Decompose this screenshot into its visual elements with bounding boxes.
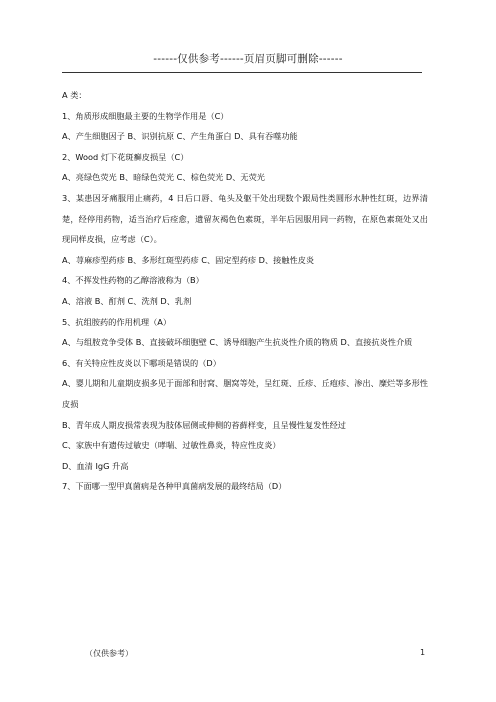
- option-6d: D、血清 IgG 升高: [62, 460, 129, 471]
- question-1: 1、角质形成细胞最主要的生物学作用是（C）: [62, 110, 229, 121]
- options-3: A、荨麻疹型药疹 B、多形红斑型药疹 C、固定型药疹 D、接触性皮炎: [62, 254, 315, 265]
- question-3: 3、某患因牙痛服用止痛药，4 日后口唇、龟头及躯干处出现数个跟局性类圆形水肿性红斑，边界清楚，经停用药物，适当治疗后痊愈，遗留灰褐色色素斑，半年后因服用同一药物，在原色素斑处又出现同样皮损，应考虑（C）。: [62, 192, 428, 245]
- options-4: A、溶液 B、酊剂 C、洗剂 D、乳剂: [62, 295, 192, 306]
- options-2: A、亮绿色荧光 B、暗绿色荧光 C、棕色荧光 D、无荧光: [62, 172, 265, 183]
- option-6b: B、青年成人期皮损常表现为肢体屈侧或伸侧的苔藓样变，且呈慢性复发性经过: [62, 419, 346, 430]
- section-title: A 类：: [62, 90, 87, 100]
- page-number: 1: [420, 648, 426, 657]
- options-1: A、产生细胞因子 B、识别抗原 C、产生角蛋白 D、具有吞噬功能: [62, 131, 298, 142]
- document-body: [62, 85, 428, 497]
- question-2: 2、Wood 灯下花斑癣皮损呈（C）: [62, 151, 189, 162]
- question-4: 4、不挥发性药物的乙醇溶液称为（B）: [62, 275, 204, 286]
- question-5: 5、抗组胺药的作用机理（A）: [62, 316, 172, 327]
- question-7: 7、下面哪一型甲真菌病是各种甲真菌病发展的最终结局（D）: [62, 481, 287, 492]
- option-6a: A、婴儿期和儿童期皮损多见于面部和肘窝、腘窝等处，呈红斑、丘疹、丘疱疹、渗出、糜烂等多形性皮损: [62, 378, 428, 409]
- question-6: 6、有关特应性皮炎以下哪项是错误的（D）: [62, 357, 221, 368]
- header-rule: [62, 72, 422, 73]
- options-5: A、与组胺竞争受体 B、直接破坏细胞壁 C、诱导细胞产生抗炎性介质的物质 D、直接抗炎性介质: [62, 337, 413, 348]
- option-6c: C、家族中有遗传过敏史（哮喘、过敏性鼻炎，特应性皮炎）: [62, 440, 281, 451]
- footer-note: （仅供参考）: [85, 649, 133, 658]
- header-text: ------仅供参考------页眉页脚可删除------: [153, 53, 343, 65]
